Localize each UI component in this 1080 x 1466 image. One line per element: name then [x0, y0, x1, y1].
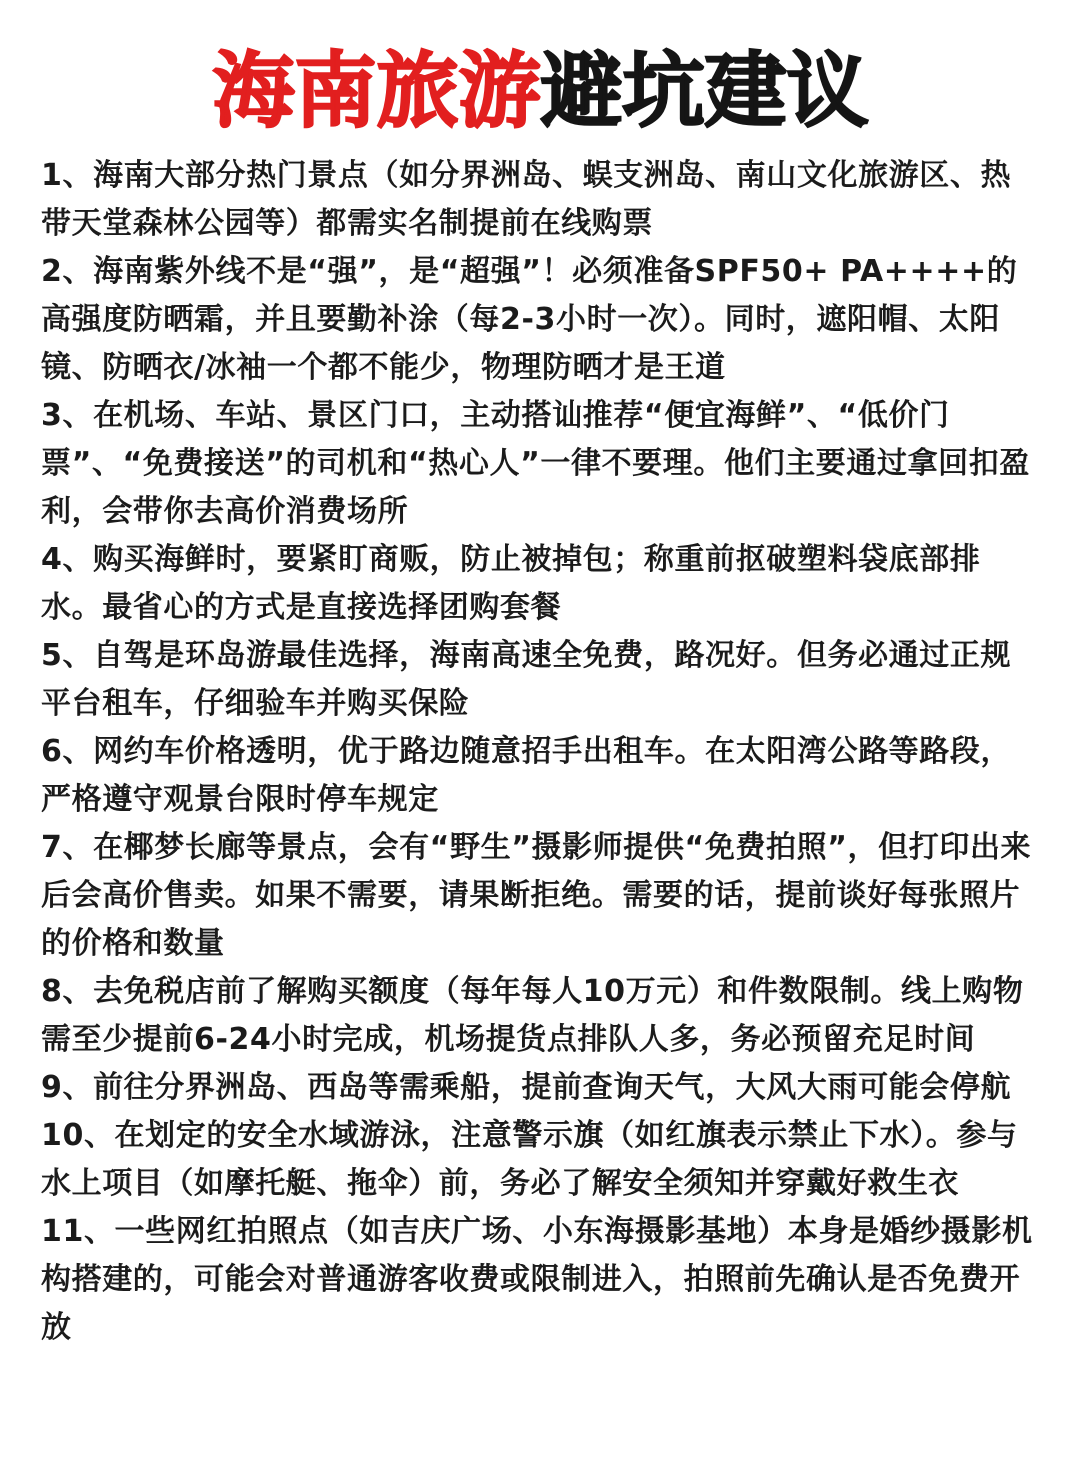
- tip-9: 9、前往分界洲岛、西岛等需乘船，提前查询天气，大风大雨可能会停航: [41, 1070, 1012, 1105]
- tip-8: 8、去免税店前了解购买额度（每年每人10万元）和件数限制。线上购物需至少提前6-24小时完成，机场提货点排队人多，务必预留充足时间: [41, 974, 1024, 1057]
- tip-1: 1、海南大部分热门景点（如分界洲岛、蜈支洲岛、南山文化旅游区、热带天堂森林公园等）都需实名制提前在线购票: [41, 158, 1012, 241]
- tip-10: 10、在划定的安全水域游泳，注意警示旗（如红旗表示禁止下水）。参与水上项目（如摩托艇、拖伞）前，务必了解安全须知并穿戴好救生衣: [41, 1118, 1018, 1201]
- tip-5: 5、自驾是环岛游最佳选择，海南高速全免费，路况好。但务必通过正规平台租车，仔细验车并购买保险: [41, 638, 1012, 721]
- tip-3: 3、在机场、车站、景区门口，主动搭讪推荐“便宜海鲜”、“低价门票”、“免费接送”的司机和“热心人”一律不要理。他们主要通过拿回扣盈利，会带你去高价消费场所: [41, 398, 1030, 529]
- page-title: [41, 0, 1040, 140]
- tip-11: 11、一些网红拍照点（如吉庆广场、小东海摄影基地）本身是婚纱摄影机构搭建的，可能会对普通游客收费或限制进入，拍照前先确认是否免费开放: [41, 1214, 1033, 1345]
- tip-6: 6、网约车价格透明，优于路边随意招手出租车。在太阳湾公路等路段，严格遵守观景台限时停车规定: [41, 734, 1012, 817]
- tip-4: 4、购买海鲜时，要紧盯商贩，防止被掉包；称重前抠破塑料袋底部排水。最省心的方式是直接选择团购套餐: [41, 542, 981, 625]
- tip-2: 2、海南紫外线不是“强”，是“超强”！必须准备SPF50+ PA++++的高强度防晒霜，并且要勤补涂（每2-3小时一次）。同时，遮阳帽、太阳镜、防晒衣/冰袖一个都不能少，物理防晒才是王道: [41, 254, 1018, 385]
- title-rest: 避坑建议: [540, 44, 869, 139]
- title-highlight: 海南旅游: [212, 44, 541, 139]
- tip-7: 7、在椰梦长廊等景点，会有“野生”摄影师提供“免费拍照”，但打印出来后会高价售卖。如果不需要，请果断拒绝。需要的话，提前谈好每张照片的价格和数量: [41, 830, 1032, 961]
- tips-list: [41, 152, 1040, 1352]
